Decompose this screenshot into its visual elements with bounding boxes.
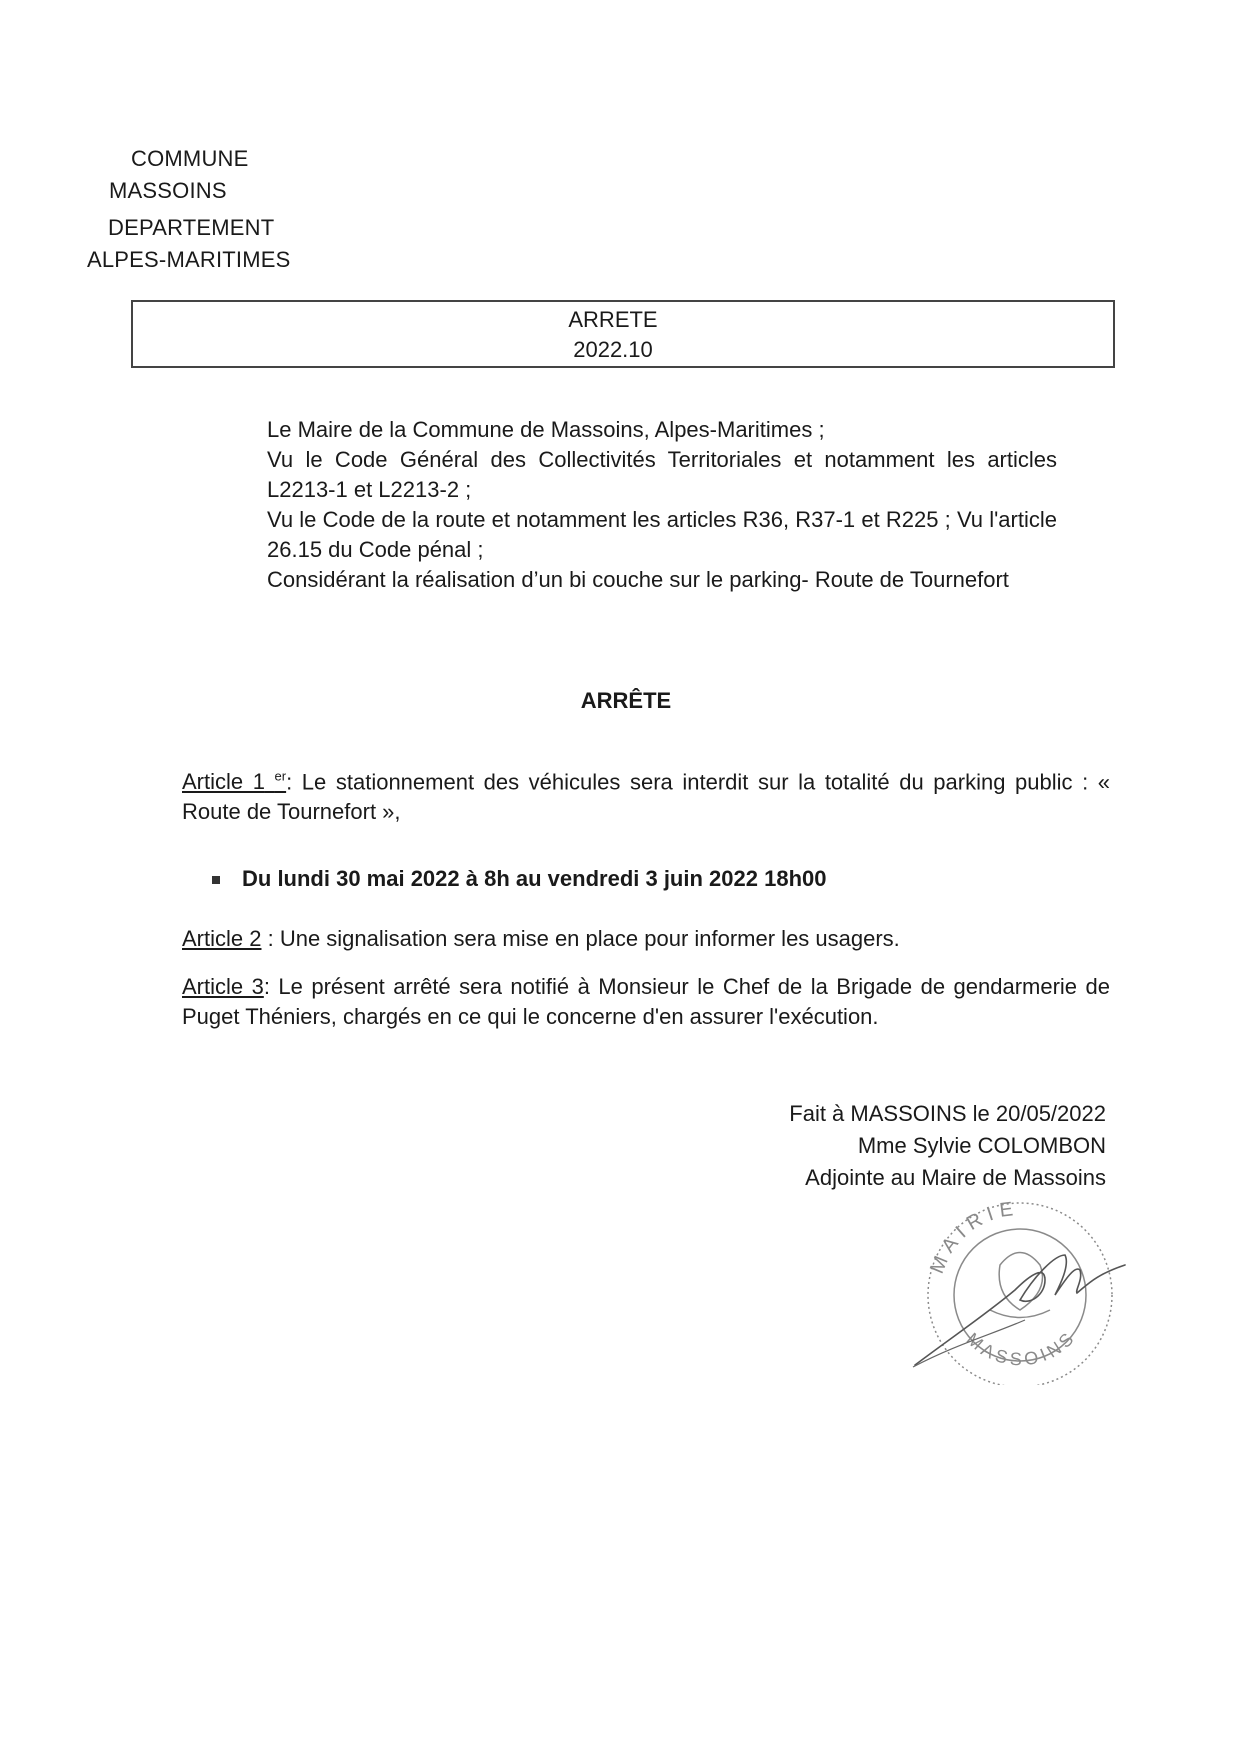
signature-role: Adjointe au Maire de Massoins [805,1165,1106,1190]
official-stamp-icon [895,1195,1145,1385]
stamp-top-text: MAIRIE [926,1197,1021,1277]
considerant-line: Vu le Code de la route et notamment les articles R36, R37-1 et R225 ; Vu l'article 26.15 du Code pénal ; [267,507,1057,562]
stamp-bottom-text: MASSOINS [962,1326,1081,1370]
title-number: 2022.10 [573,337,653,362]
signature-place-date: Fait à MASSOINS le 20/05/2022 [789,1101,1106,1126]
svg-text:MAIRIE [926,1198,1020,1277]
article-3-text: : Le présent arrêté sera notifié à Monsieur le Chef de la Brigade de gendarmerie de Puget Théniers, chargés en ce qui le concerne d'en assurer l'exécution. [182,974,1110,1029]
article-1-label [182,769,286,794]
article-1 [182,762,1110,827]
header-commune-name: MASSOINS [109,178,227,203]
header-departement-label: DEPARTEMENT [108,215,275,240]
header-departement-name: ALPES-MARITIMES [87,247,291,272]
considerant-line: Le Maire de la Commune de Massoins, Alpes-Maritimes ; [267,417,825,442]
article-2-label: Article 2 [182,926,262,951]
article-3-label: Article 3 [182,974,264,999]
article-1-text: : Le stationnement des véhicules sera interdit sur la totalité du parking public : « Route de Tournefort », [182,769,1110,825]
signature-name: Mme Sylvie COLOMBON [857,1133,1106,1158]
title-box [131,300,1115,368]
considerant-line: Considérant la réalisation d’un bi couche sur le parking- Route de Tournefort [267,567,1009,592]
article-1-label-text: Article 1 [182,769,265,795]
arrete-heading: ARRÊTE [580,688,672,713]
considerants-block [267,415,1057,595]
period-text: Du lundi 30 mai 2022 à 8h au vendredi 3 juin 2022 18h00 [242,866,827,891]
article-2 [182,924,1110,954]
article-2-text: : Une signalisation sera mise en place pour informer les usagers. [261,926,900,951]
period-bullet [212,866,826,892]
article-3 [182,972,1110,1032]
header-commune-label: COMMUNE [131,146,249,171]
title-type: ARRETE [568,307,658,332]
considerant-line: Vu le Code Général des Collectivités Territoriales et notamment les articles L2213-1 et L2213-2 ; [267,447,1057,502]
svg-text:MASSOINS [963,1326,1081,1369]
article-1-sup: er [274,769,287,784]
bullet-icon [212,876,220,884]
